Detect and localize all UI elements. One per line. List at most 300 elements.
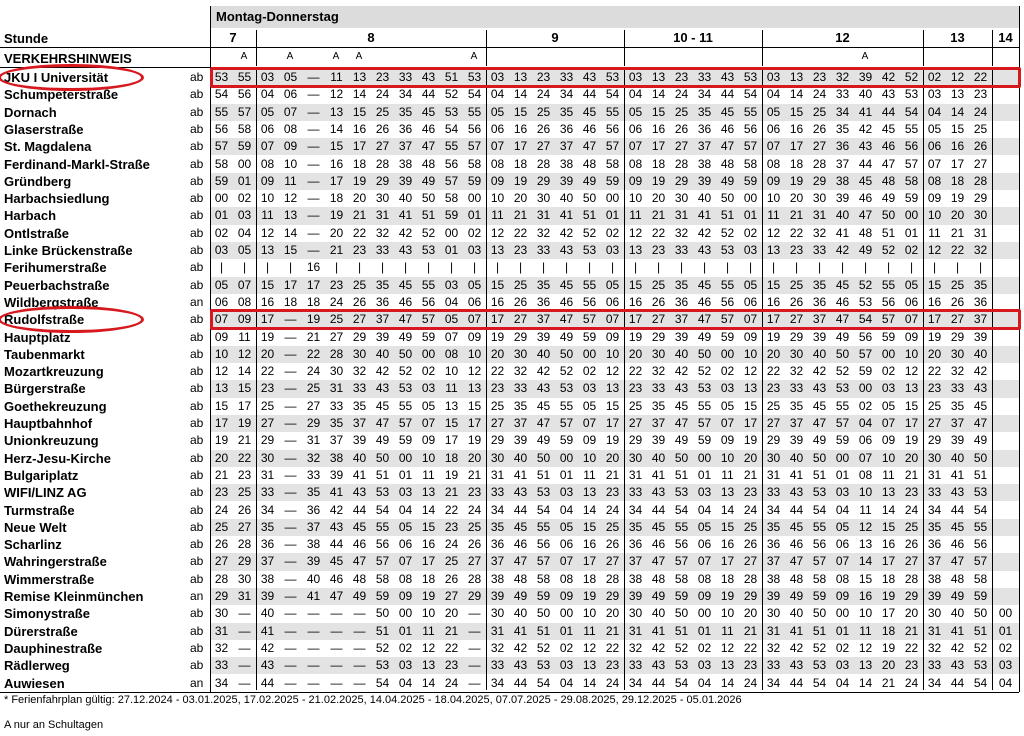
departure-time: — [353,658,366,673]
departure-time: 24 [444,675,459,690]
departure-time: 26 [812,121,827,136]
departure-time: 01 [559,467,574,482]
departure-time: 16 [352,121,367,136]
departure-time: 02 [835,640,850,655]
departure-time: 14 [237,364,252,379]
departure-time: 22 [766,364,781,379]
departure-time: 41 [513,467,528,482]
hour-column-rule [486,67,487,690]
departure-time: 44 [513,675,528,690]
departure-time: 14 [720,502,735,517]
departure-time: 26 [444,571,459,586]
departure-time: 12 [260,225,275,240]
departure-time: 04 [559,502,574,517]
departure-time: 06 [858,433,873,448]
departure-time: 03 [260,70,275,84]
departure-time: 19 [789,173,804,188]
departure-time: 15 [881,519,896,534]
departure-time: 33 [766,485,781,500]
departure-time: 03 [467,243,482,257]
departure-time: 13 [605,381,620,396]
departure-time: 29 [743,589,758,603]
stop-name: Auwiesen [4,675,65,691]
departure-time: 15 [513,104,528,119]
departure-time: 22 [605,640,620,655]
departure-time: 47 [835,312,850,327]
departure-time: 10 [743,346,758,361]
departure-time: 44 [352,502,367,517]
departure-time: 27 [490,416,505,430]
departure-time: 00 [214,191,229,206]
departure-time: 47 [513,554,528,569]
departure-time: 39 [835,191,850,206]
departure-time: 59 [559,433,574,448]
departure-time: 35 [306,485,321,500]
departure-time: 01 [467,208,482,223]
departure-time: 10 [421,606,436,621]
departure-time: 45 [329,554,344,569]
departure-time: 16 [651,121,666,136]
departure-time: 23 [973,87,988,102]
departure-time: 57 [214,139,229,154]
departure-time: 13 [490,243,505,257]
departure-time: 37 [375,312,390,327]
departure-time: 49 [513,589,528,603]
departure-time: 05 [835,519,850,534]
departure-time: 54 [674,675,689,690]
departure-time: 45 [559,277,574,292]
departure-time: 02 [720,364,735,379]
departure-time: 57 [743,139,758,154]
departure-time: 14 [881,502,896,517]
stop-name: Goethekreuzung [4,398,107,414]
departure-time: 43 [651,658,666,673]
departure-time: 12 [628,225,643,240]
departure-time: 40 [352,450,367,465]
departure-time: 20 [490,346,505,361]
stop-name: Wildbergstraße [4,294,99,310]
departure-time: 23 [743,485,758,500]
stop-name: Ferihumerstraße [4,260,107,276]
departure-time: 13 [513,70,528,84]
departure-time: 58 [237,121,252,136]
departure-time: 27 [628,416,643,430]
departure-time: 09 [720,433,735,448]
departure-time: 04 [835,675,850,690]
departure-time: 09 [237,312,252,327]
departure-time: 25 [536,104,551,119]
departure-time: 12 [421,640,436,655]
direction-label: ab [190,121,204,136]
departure-time: 02 [998,640,1013,655]
departure-time: 20 [881,658,896,673]
departure-time: 27 [352,312,367,327]
direction-label: an [190,294,204,309]
departure-time: 15 [283,243,298,257]
departure-time: 52 [904,70,919,84]
stop-name: St. Magdalena [4,139,92,155]
departure-time: 40 [260,606,275,621]
departure-time: 57 [605,139,620,154]
departure-time: 17 [329,173,344,188]
departure-time: 19 [605,433,620,448]
departure-time: 31 [766,467,781,482]
departure-time: — [284,640,297,655]
departure-time: 21 [605,623,620,638]
departure-time: 38 [329,450,344,465]
departure-time: 54 [214,87,229,102]
departure-time: 53 [697,381,712,396]
departure-time: 14 [950,104,965,119]
departure-time: — [284,312,297,327]
departure-time: 59 [605,173,620,188]
departure-time: 33 [513,381,528,396]
departure-time: 29 [927,433,942,448]
direction-label: ab [190,658,204,673]
departure-time: 30 [237,571,252,586]
departure-time: 49 [812,433,827,448]
departure-time: 59 [421,329,436,344]
departure-time: 29 [766,433,781,448]
departure-time: 24 [605,502,620,517]
departure-time: 41 [260,623,275,638]
departure-time: 13 [582,658,597,673]
departure-time: 21 [237,433,252,448]
departure-time: 10 [582,450,597,465]
departure-time: 53 [674,658,689,673]
departure-time: 19 [467,433,482,448]
departure-time: 49 [950,589,965,603]
departure-time: 43 [697,243,712,257]
departure-time: 23 [904,658,919,673]
header-rule [0,47,1019,48]
departure-time: 36 [766,537,781,552]
departure-time: 34 [766,502,781,517]
departure-time: 59 [720,329,735,344]
departure-time: 26 [513,294,528,309]
departure-time: 13 [444,398,459,413]
departure-time: 22 [973,70,988,84]
departure-time: 29 [628,433,643,448]
departure-time: 49 [559,329,574,344]
departure-time: 58 [605,156,620,171]
departure-time: 47 [536,416,551,430]
departure-time: 45 [697,277,712,292]
departure-time: 40 [674,346,689,361]
departure-time: 29 [789,329,804,344]
departure-time: 53 [743,70,758,84]
departure-time: 30 [490,606,505,621]
departure-time: 26 [536,121,551,136]
departure-time: | [725,260,730,275]
departure-time: 23 [904,485,919,500]
departure-time: 59 [697,433,712,448]
departure-time: 55 [720,277,735,292]
departure-time: | [886,260,891,275]
departure-time: 55 [237,70,252,84]
departure-time: — [307,623,320,638]
departure-time: 39 [306,554,321,569]
departure-time: 56 [467,121,482,136]
departure-time: 07 [421,416,436,430]
departure-time: 43 [329,519,344,534]
departure-time: 05 [559,519,574,534]
departure-time: 20 [329,225,344,240]
departure-time: 24 [214,502,229,517]
departure-time: 56 [237,87,252,102]
departure-time: 16 [582,537,597,552]
departure-time: 43 [789,658,804,673]
departure-time: 42 [950,640,965,655]
departure-time: 35 [812,277,827,292]
departure-time: 11 [445,381,458,396]
departure-time: 44 [720,87,735,102]
departure-time: 50 [375,606,390,621]
departure-time: 21 [513,208,528,223]
departure-time: 20 [651,191,666,206]
departure-time: 30 [766,606,781,621]
departure-time: 04 [858,416,873,430]
stop-name: Glaserstraße [4,121,84,137]
departure-time: 02 [858,398,873,413]
departure-time: 58 [674,571,689,586]
departure-time: 48 [582,156,597,171]
departure-time: 54 [536,502,551,517]
departure-time: 33 [950,381,965,396]
departure-time: 23 [444,519,459,534]
departure-time: 25 [743,519,758,534]
departure-time: 23 [628,381,643,396]
departure-time: 00 [904,208,919,223]
departure-time: 38 [490,571,505,586]
stop-name: Ferdinand-Markl-Straße [4,156,150,172]
departure-time: 55 [605,104,620,119]
departure-time: 10 [283,156,298,171]
departure-time: 02 [398,640,413,655]
direction-label: ab [190,243,204,257]
departure-time: 06 [398,537,413,552]
departure-time: 50 [835,346,850,361]
departure-time: 23 [651,243,666,257]
departure-time: 58 [743,156,758,171]
direction-label: an [190,589,204,603]
departure-time: 54 [904,104,919,119]
departure-time: 22 [444,502,459,517]
departure-time: 25 [214,519,229,534]
departure-time: 40 [812,346,827,361]
departure-time: 29 [490,433,505,448]
departure-time: 39 [260,589,275,603]
departure-time: — [284,467,297,482]
departure-time: 16 [421,537,436,552]
departure-time: 08 [559,571,574,586]
departure-time: | [978,260,983,275]
departure-time: 06 [467,294,482,309]
departure-time: 06 [490,121,505,136]
departure-time: 04 [398,675,413,690]
departure-time: 33 [927,658,942,673]
departure-time: 32 [651,364,666,379]
departure-time: 46 [352,537,367,552]
departure-time: | [265,260,270,275]
departure-time: 31 [490,467,505,482]
departure-time: 54 [743,87,758,102]
departure-time: 03 [628,70,643,84]
departure-time: 48 [352,571,367,586]
departure-time: 49 [536,433,551,448]
departure-time: 30 [766,450,781,465]
departure-time: 13 [329,104,344,119]
departure-time: 43 [674,381,689,396]
departure-time: 11 [238,329,251,344]
stop-name: Harbachsiedlung [4,191,110,207]
departure-time: 03 [559,485,574,500]
departure-time: 20 [214,450,229,465]
departure-time: 06 [283,87,298,102]
departure-time: 29 [375,173,390,188]
departure-time: 31 [490,623,505,638]
departure-time: 00 [398,450,413,465]
departure-time: 31 [536,208,551,223]
departure-time: 14 [582,675,597,690]
departure-time: 51 [536,467,551,482]
departure-time: 33 [789,381,804,396]
departure-time: 52 [835,364,850,379]
departure-time: 35 [559,104,574,119]
departure-time: 27 [674,139,689,154]
departure-time: 04 [998,675,1013,690]
departure-time: 17 [651,139,666,154]
departure-time: 11 [491,208,504,223]
departure-time: — [284,675,297,690]
departure-time: 24 [375,87,390,102]
departure-time: 49 [858,243,873,257]
stop-name: Mozartkreuzung [4,364,104,380]
departure-time: 36 [490,537,505,552]
departure-time: 11 [928,225,941,240]
departure-time: 12 [582,640,597,655]
departure-time: 55 [214,104,229,119]
departure-time: 57 [904,156,919,171]
departure-time: 21 [789,208,804,223]
departure-time: 46 [513,537,528,552]
departure-time: 48 [720,156,735,171]
departure-time: 07 [766,139,781,154]
departure-time: — [468,640,481,655]
departure-time: 45 [375,398,390,413]
departure-time: 37 [536,312,551,327]
departure-time: 51 [973,467,988,482]
departure-time: 09 [214,329,229,344]
departure-time: 27 [743,554,758,569]
departure-time: 10 [444,364,459,379]
departure-time: 03 [743,243,758,257]
departure-time: 53 [835,381,850,396]
departure-time: — [307,139,320,154]
departure-time: 57 [674,554,689,569]
departure-time: 47 [812,416,827,430]
departure-time: 27 [260,416,275,430]
departure-time: | [219,260,224,275]
departure-time: 45 [812,398,827,413]
departure-time: 09 [697,589,712,603]
stop-name: Rädlerweg [4,658,70,674]
direction-label: ab [190,312,204,327]
departure-time: 10 [260,191,275,206]
departure-time: 14 [513,87,528,102]
departure-time: 21 [881,675,896,690]
departure-time: 55 [536,519,551,534]
departure-time: 40 [513,450,528,465]
departure-time: 15 [628,277,643,292]
departure-time: — [284,502,297,517]
departure-time: 48 [950,571,965,586]
departure-time: 59 [536,589,551,603]
direction-label: ab [190,156,204,171]
departure-time: 56 [582,294,597,309]
departure-time: 33 [352,381,367,396]
departure-time: 11 [422,467,435,482]
departure-time: 28 [973,173,988,188]
departure-time: 40 [651,450,666,465]
departure-time: 16 [881,537,896,552]
departure-time: 25 [812,104,827,119]
departure-time: 26 [214,537,229,552]
stop-name: Wimmerstraße [4,571,95,587]
departure-time: — [284,416,297,430]
departure-time: 42 [559,225,574,240]
departure-time: 42 [260,640,275,655]
departure-time: 02 [605,225,620,240]
departure-time: 27 [467,554,482,569]
departure-time: 21 [467,467,482,482]
departure-time: 14 [651,87,666,102]
departure-time: 59 [398,433,413,448]
departure-time: 30 [375,191,390,206]
departure-time: 37 [766,554,781,569]
departure-time: 47 [720,139,735,154]
departure-time: 41 [697,208,712,223]
direction-label: ab [190,640,204,655]
departure-time: 30 [628,450,643,465]
departure-time: — [307,173,320,188]
departure-time: 30 [789,346,804,361]
departure-time: 39 [398,173,413,188]
departure-time: 04 [697,675,712,690]
departure-time: 02 [421,364,436,379]
departure-time: 26 [973,139,988,154]
departure-time: | [288,260,293,275]
departure-time: 03 [835,485,850,500]
departure-time: 15 [237,381,252,396]
stop-name: Neue Welt [4,519,67,535]
departure-time: 59 [674,589,689,603]
departure-time: 56 [214,121,229,136]
departure-time: 28 [329,346,344,361]
departure-time: | [380,260,385,275]
departure-time: 39 [973,329,988,344]
departure-time: 09 [421,433,436,448]
departure-time: 51 [421,208,436,223]
departure-time: 24 [743,502,758,517]
departure-time: 07 [237,277,252,292]
departure-time: 02 [904,243,919,257]
departure-time: 53 [444,104,459,119]
departure-time: 15 [352,104,367,119]
departure-time: 12 [904,364,919,379]
departure-time: 16 [260,294,275,309]
departure-time: 08 [766,156,781,171]
